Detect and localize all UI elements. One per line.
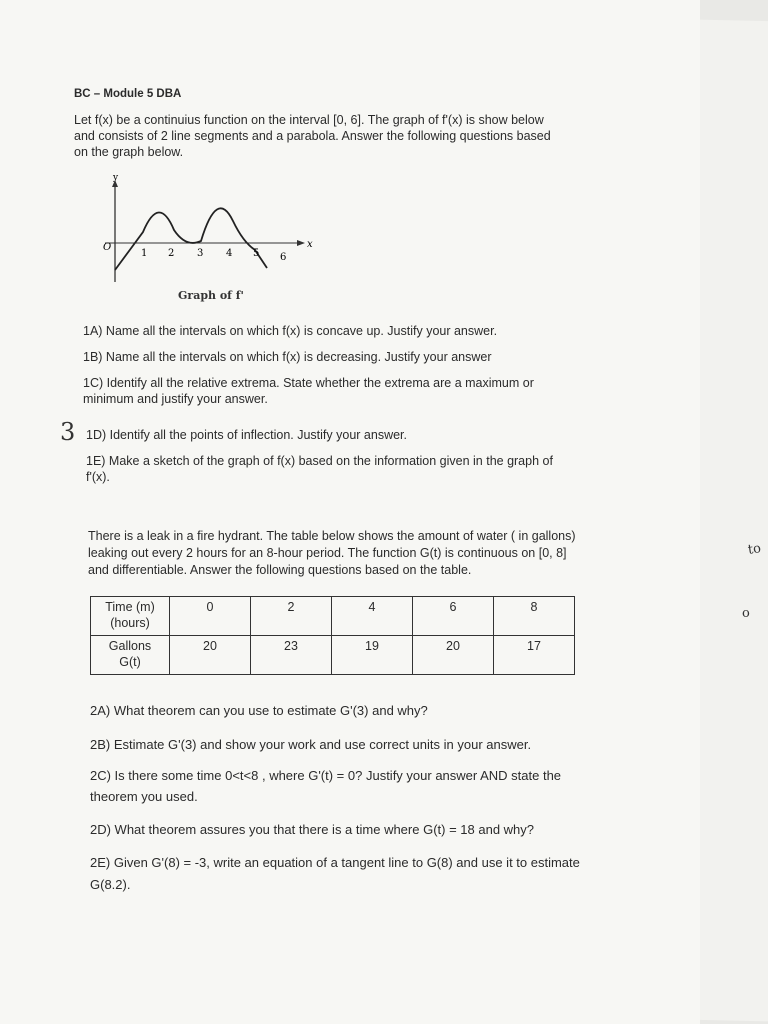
gallons-cell: 23 [251,636,332,675]
gallons-cell: 19 [332,636,413,675]
question-1a: 1A) Name all the intervals on which f(x) is concave up. Justify your answer. [83,324,498,338]
question-1d: 1D) Identify all the points of inflection. Justify your answer. [86,428,407,442]
handwritten-mark-to: to [746,541,762,558]
x-axis-label: x [307,239,313,250]
time-cell: 8 [494,597,575,636]
intro-line-1: Let f(x) be a continuius function on the interval [0, 6]. The graph of f'(x) is show below [74,113,544,127]
origin-label: O [103,242,112,253]
row-label-gallons: Gallons G(t) [91,636,170,675]
f-prime-curve [115,208,267,270]
x-tick-4: 4 [226,248,233,259]
x-tick-5: 5 [253,248,260,259]
gallons-cell: 20 [170,636,251,675]
time-cell: 4 [332,597,413,636]
leak-table [90,596,575,675]
page-title: BC – Module 5 DBA [74,88,182,100]
question-2c-cont: theorem you used. [90,789,198,804]
question-1e: 1E) Make a sketch of the graph of f(x) based on the information given in the graph of [86,454,553,468]
x-tick-6: 6 [280,252,287,263]
x-tick-1: 1 [141,248,148,259]
row-label-time: Time (m) (hours) [91,597,170,636]
section2-line-1: There is a leak in a fire hydrant. The table below shows the amount of water ( in gallons) [88,529,576,543]
question-2d: 2D) What theorem assures you that there is a time where G(t) = 18 and why? [90,822,535,837]
x-tick-3: 3 [197,248,204,259]
time-cell: 0 [170,597,251,636]
table-row-time [91,597,575,636]
section2-line-3: and differentiable. Answer the following questions based on the table. [88,563,472,577]
x-tick-2: 2 [168,248,175,259]
section2-line-2: leaking out every 2 hours for an 8-hour period. The function G(t) is continuous on [0, 8] [88,546,567,560]
x-axis-arrow [297,240,305,246]
intro-line-3: on the graph below. [74,145,184,159]
y-axis-label: y [113,173,119,183]
time-cell: 2 [251,597,332,636]
question-1e-cont: f'(x). [86,470,110,484]
question-2b: 2B) Estimate G'(3) and show your work and use correct units in your answer. [90,737,532,752]
gallons-cell: 17 [494,636,575,675]
question-2e-cont: G(8.2). [90,877,131,892]
question-2e: 2E) Given G'(8) = -3, write an equation of a tangent line to G(8) and use it to estimate [90,855,580,870]
handwritten-mark-3: 3 [60,418,76,446]
gallons-cell: 20 [413,636,494,675]
derivative-graph [95,172,325,307]
graph-caption: Graph of f' [178,289,244,302]
question-1c-cont: minimum and justify your answer. [83,392,268,406]
intro-line-2: and consists of 2 line segments and a parabola. Answer the following questions based [74,129,551,143]
handwritten-mark-o: o [742,606,750,621]
question-2a: 2A) What theorem can you use to estimate G'(3) and why? [90,703,428,718]
question-2c: 2C) Is there some time 0<t<8 , where G'(t) = 0? Justify your answer AND state the [90,768,562,783]
question-1b: 1B) Name all the intervals on which f(x) is decreasing. Justify your answer [83,350,492,364]
question-1c: 1C) Identify all the relative extrema. State whether the extrema are a maximum or [83,376,534,390]
time-cell: 6 [413,597,494,636]
table-row-gallons [91,636,575,675]
